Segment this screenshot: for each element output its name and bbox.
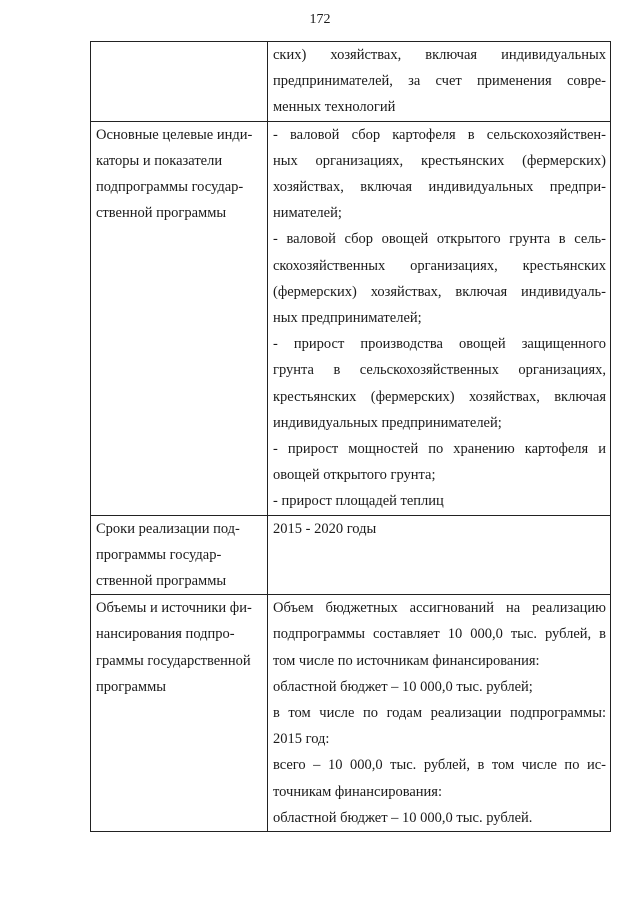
value-line: менных технологий: [273, 99, 396, 116]
row-value-cell: [268, 121, 611, 515]
value-line: в том числе по годам реализации подпрограммы:: [273, 705, 606, 722]
value-line: - прирост производства овощей защищенного: [273, 336, 606, 353]
row-label-cell: [91, 515, 268, 595]
label-line: Объемы и источники фи-: [96, 600, 252, 617]
value-line: 2015 - 2020 годы: [273, 520, 377, 537]
value-line: точникам финансирования:: [273, 783, 443, 800]
value-line: всего – 10 000,0 тыс. рублей, в том числе по ис-: [273, 757, 606, 774]
row-label-cell: [91, 121, 268, 515]
value-line: - валовой сбор картофеля в сельскохозяйствен-: [273, 126, 606, 143]
value-line: грунта в сельскохозяйственных организациях,: [273, 362, 606, 379]
value-line: крестьянских (фермерских) хозяйствах, включая: [273, 388, 606, 405]
label-line: Основные целевые инди-: [96, 126, 253, 143]
value-line: ных организациях, крестьянских (фермерских): [273, 152, 606, 169]
page-number: 172: [309, 12, 331, 27]
label-line: ственной программы: [96, 205, 227, 222]
label-line: Сроки реализации под-: [96, 520, 240, 537]
value-line: областной бюджет – 10 000,0 тыс. рублей;: [273, 678, 533, 695]
value-line: хозяйствах, включая индивидуальных предпри-: [273, 179, 606, 196]
value-line: - прирост площадей теплиц: [273, 493, 444, 510]
label-line: программы государ-: [96, 546, 222, 563]
value-line: ных предпринимателей;: [273, 310, 422, 327]
value-line: предпринимателей, за счет применения совре-: [273, 73, 606, 90]
table-row: [91, 42, 611, 122]
row-value-cell: [268, 515, 611, 595]
label-line: каторы и показатели: [96, 152, 223, 169]
value-line: скохозяйственных организациях, крестьянских: [273, 257, 606, 274]
value-line: (фермерских) хозяйствах, включая индивидуаль-: [273, 283, 606, 300]
value-line: ских) хозяйствах, включая индивидуальных: [273, 47, 606, 63]
value-line: нимателей;: [273, 205, 342, 222]
value-line: том числе по источникам финансирования:: [273, 652, 540, 669]
value-line: 2015 год:: [273, 731, 330, 748]
label-line: подпрограммы государ-: [96, 179, 244, 196]
value-line: - прирост мощностей по хранению картофеля и: [273, 441, 606, 458]
label-line: нансирования подпро-: [96, 626, 235, 643]
table-row: [91, 515, 611, 595]
label-line: граммы государственной: [96, 652, 251, 669]
row-value-cell: [268, 42, 611, 122]
row-label-cell: [91, 595, 268, 832]
value-line: Объем бюджетных ассигнований на реализацию: [273, 600, 606, 617]
value-line: индивидуальных предпринимателей;: [273, 414, 502, 431]
label-line: ственной программы: [96, 573, 227, 590]
value-line: областной бюджет – 10 000,0 тыс. рублей.: [273, 809, 533, 826]
row-value-cell: [268, 595, 611, 832]
table-row: [91, 121, 611, 515]
value-line: - валовой сбор овощей открытого грунта в сель-: [273, 231, 606, 248]
value-line: овощей открытого грунта;: [273, 467, 436, 484]
table-row: [91, 595, 611, 832]
label-line: программы: [96, 678, 166, 695]
row-label-cell: [91, 42, 268, 122]
subprogram-passport-table: [90, 41, 611, 832]
value-line: подпрограммы составляет 10 000,0 тыс. рублей, в: [273, 626, 606, 643]
